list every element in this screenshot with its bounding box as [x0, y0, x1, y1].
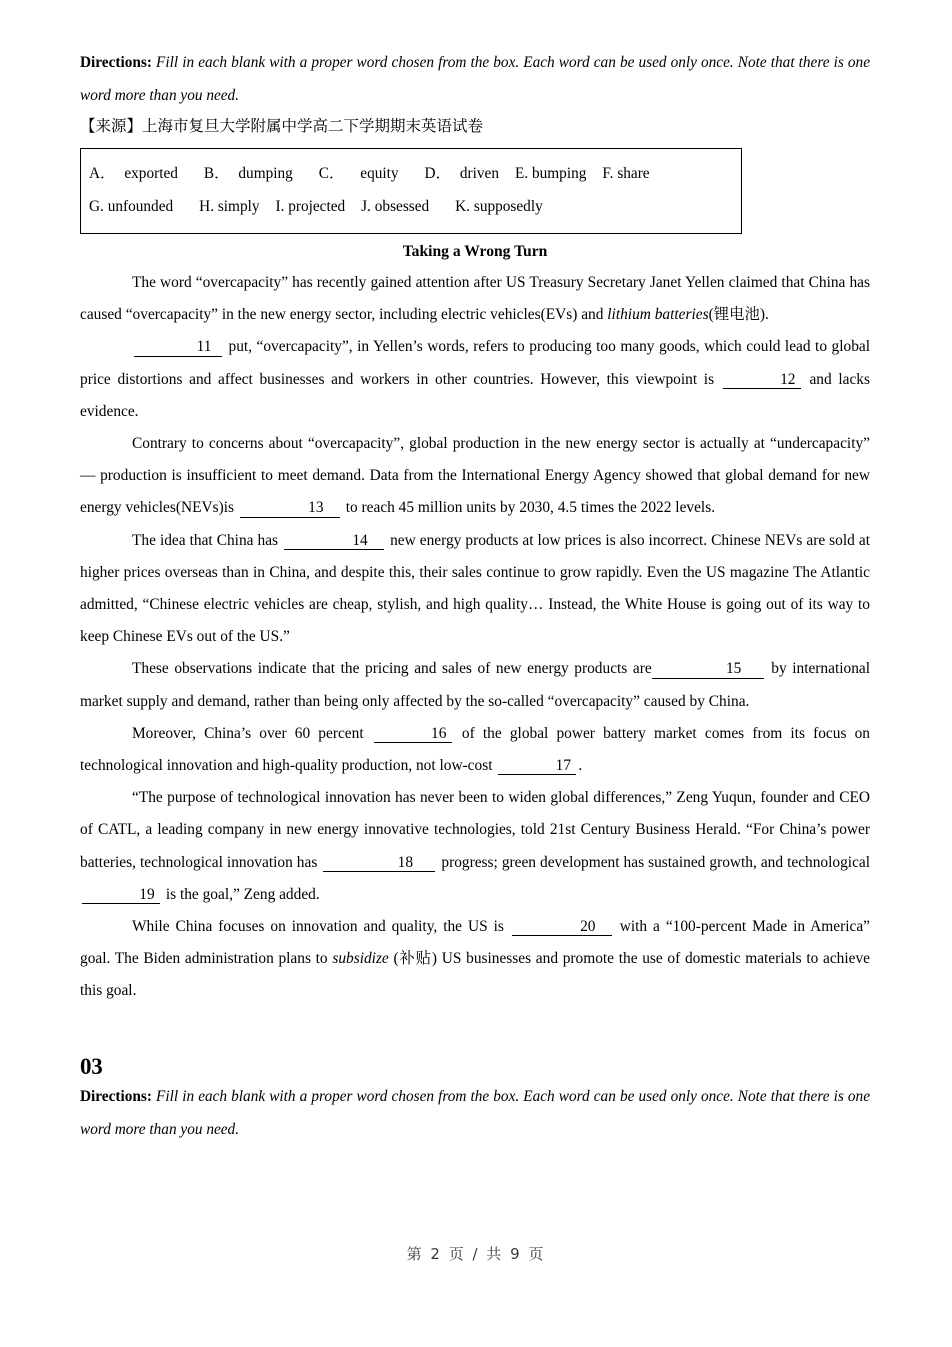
word-bank-box	[80, 148, 742, 234]
blank-14[interactable]: 14	[284, 533, 384, 550]
word-bank-word-h: simply	[217, 198, 260, 215]
p6-text-c: .	[578, 757, 583, 775]
word-bank-letter-j: J.	[361, 198, 371, 215]
word-bank-letter-i: I.	[275, 198, 285, 215]
p5-text-a: These observations indicate that the pricing and sales of new energy products are	[132, 660, 652, 678]
word-bank-item-f	[602, 165, 649, 182]
p8-text-b: with a “100-percent Made in America” goal. The Biden administration plans to	[80, 918, 870, 968]
p8-text-a: While China focuses on innovation and quality, the US is	[132, 918, 510, 936]
word-bank-word-j: obsessed	[374, 198, 430, 215]
blank-13[interactable]: 13	[240, 500, 340, 517]
p6-text-a: Moreover, China’s over 60 percent	[132, 724, 372, 742]
word-bank-letter-k: K.	[455, 198, 471, 215]
word-bank-item-j	[361, 198, 429, 215]
word-bank-word-d: driven	[459, 165, 499, 182]
blank-20[interactable]: 20	[512, 919, 612, 936]
word-bank-item-c	[319, 165, 399, 182]
p4-text-a: The idea that China has	[132, 531, 283, 549]
blank-15[interactable]: 15	[652, 661, 764, 678]
passage-paragraph-4	[80, 525, 870, 654]
p2-text-b: and lacks evidence.	[80, 370, 870, 420]
word-bank-word-k: supposedly	[473, 198, 543, 215]
word-bank-item-g	[89, 198, 173, 215]
blank-12[interactable]: 12	[723, 372, 801, 389]
word-bank-word-a: exported	[124, 165, 178, 182]
directions-text: Fill in each blank with a proper word chosen from the box. Each word can be used only once. Note that there is one word more than you need.	[80, 54, 870, 104]
blank-11[interactable]: 11	[134, 339, 222, 356]
top-spacer	[80, 0, 870, 46]
word-bank-letter-a: A．	[89, 165, 116, 182]
word-bank-letter-b: B．	[203, 165, 230, 182]
p1-italic-term: lithium batteries	[607, 306, 709, 324]
word-bank-item-h	[199, 198, 259, 215]
word-bank-letter-h: H.	[199, 198, 215, 215]
p6-text-b: of the global power battery market comes from its focus on technological innovation and high-quality production, not low-cost	[80, 724, 870, 775]
word-bank-word-f: share	[617, 165, 650, 182]
section-03-directions	[80, 1080, 870, 1146]
word-bank-letter-f: F.	[602, 165, 614, 182]
word-bank-letter-d: D．	[424, 165, 451, 182]
p1-text-b: (锂电池).	[708, 306, 769, 324]
word-bank-item-i	[276, 198, 346, 215]
blank-16[interactable]: 16	[374, 726, 452, 743]
section-02-directions	[80, 46, 870, 112]
p4-text-b: new energy products at low prices is also incorrect. Chinese NEVs are sold at higher prices overseas than in China, and despite this, their sales continue to grow rapidly. Even the US magazine The Atlantic admitted, “Chinese electric vehicles are cheap, stylish, and high quality… Instead, the White House is going out of its way to keep Chinese EVs out of the US.”	[80, 531, 870, 646]
passage-paragraph-5	[80, 653, 870, 717]
p7-text-b: progress; green development has sustained growth, and technological	[437, 853, 871, 871]
word-bank-word-i: projected	[288, 198, 346, 215]
word-bank-letter-c: C．	[318, 165, 345, 182]
word-bank-letter-e: E.	[514, 165, 529, 182]
word-bank-word-c: equity	[360, 165, 399, 182]
section-gap	[80, 1008, 870, 1054]
word-bank-item-e	[515, 165, 586, 182]
section-03-directions-label: Directions:	[80, 1087, 152, 1105]
p3-text-b: to reach 45 million units by 2030, 4.5 times the 2022 levels.	[341, 499, 716, 517]
directions-label: Directions:	[80, 54, 152, 71]
blank-19[interactable]: 19	[82, 887, 160, 904]
word-bank-item-k	[455, 198, 543, 215]
p7-text-c: is the goal,” Zeng added.	[162, 885, 320, 903]
word-bank-letter-g: G.	[89, 198, 104, 215]
p7-text-a: “The purpose of technological innovation has never been to widen global differences,” Zeng Yuqun, founder and CEO of CATL, a leading company in new energy innovative technologies, told 21st Century Business Herald. “For China’s power batteries, technological innovation has	[80, 789, 870, 871]
p2-text-a: put, “overcapacity”, in Yellen’s words, refers to producing too many goods, which could lead to global price distortions and affect businesses and workers in other countries. However, this viewpoint is	[80, 338, 870, 388]
p8-italic-term: subsidize	[332, 950, 389, 968]
passage-title: Taking a Wrong Turn	[402, 243, 548, 260]
section-03-number: 03	[80, 1053, 103, 1079]
page-footer: 第 2 页 / 共 9 页	[406, 1245, 546, 1263]
passage-paragraph-3	[80, 428, 870, 525]
word-bank-item-b	[204, 165, 293, 182]
word-bank-word-b: dumping	[238, 165, 293, 182]
passage-paragraph-6	[80, 718, 870, 782]
blank-17[interactable]: 17	[498, 758, 576, 775]
passage-paragraph-2	[80, 331, 870, 428]
word-bank-items	[89, 157, 731, 223]
document-page	[80, 0, 870, 1347]
word-bank-item-d	[425, 165, 499, 182]
p8-text-c: (补贴) US businesses and promote the use of domestic materials to achieve this goal.	[80, 950, 870, 1000]
word-bank-item-a	[89, 165, 178, 182]
word-bank-word-g: unfounded	[107, 198, 174, 215]
p1-text-a: The word “overcapacity” has recently gained attention after US Treasury Secretary Janet Yellen claimed that China has caused “overcapacity” in the new energy sector, including electric vehicles(EVs) and	[80, 274, 870, 324]
passage-paragraph-8	[80, 911, 870, 1008]
word-bank-word-e: bumping	[531, 165, 587, 182]
passage-paragraph-7	[80, 782, 870, 911]
source-line: 【来源】上海市复旦大学附属中学高二下学期期末英语试卷	[80, 118, 484, 135]
p3-text-a: Contrary to concerns about “overcapacity”, global production in the new energy sector is actually at “undercapacity” — production is insufficient to meet demand. Data from the International Energy Agency showed that global demand for new energy vehicles(NEVs)is	[80, 435, 870, 517]
blank-18[interactable]: 18	[323, 855, 435, 872]
section-03-directions-text: Fill in each blank with a proper word chosen from the box. Each word can be used only once. Note that there is one word more than you need.	[80, 1087, 870, 1138]
passage-paragraph-1	[80, 267, 870, 331]
p5-text-b: by international market supply and demand, rather than being only affected by the so-called “overcapacity” caused by China.	[80, 660, 870, 710]
